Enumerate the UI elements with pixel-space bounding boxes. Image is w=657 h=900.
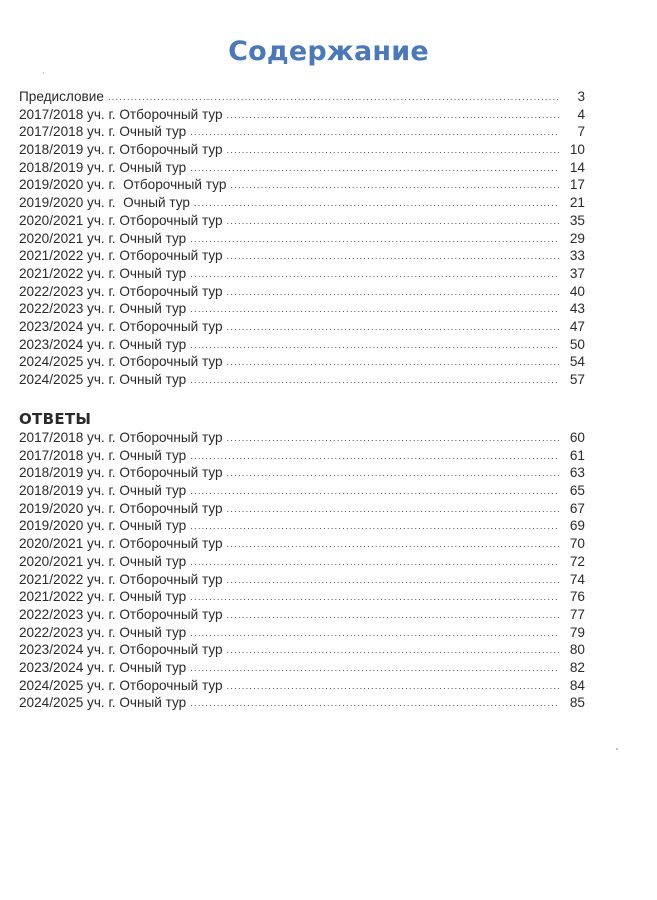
toc-entry-page-number: 7: [577, 124, 585, 140]
dot-leader: [190, 589, 559, 607]
toc-entry-page-number: 29: [569, 230, 585, 246]
dot-leader: [230, 177, 559, 195]
page-title: Содержание: [228, 36, 429, 67]
toc-entry-page-number: 21: [569, 195, 585, 211]
dot-leader: [190, 625, 559, 643]
toc-entry-label: 2019/2020 уч. г. Отборочный тур: [19, 500, 223, 516]
toc-entry-page-number: 43: [569, 301, 585, 317]
toc-entry-page-number: 79: [569, 624, 585, 640]
toc-entry-label: 2017/2018 уч. г. Очный тур: [19, 447, 187, 463]
toc-entry-label: 2021/2022 уч. г. Очный тур: [19, 265, 187, 281]
toc-entry-page-number: 67: [569, 500, 585, 516]
toc-entry-page-number: 17: [569, 177, 585, 193]
toc-entry-label: 2022/2023 уч. г. Отборочный тур: [19, 606, 223, 622]
toc-entry: [19, 624, 585, 642]
toc-entry: [19, 429, 585, 447]
toc-entry: [19, 588, 585, 606]
toc-entry: [19, 230, 585, 248]
dot-leader: [190, 160, 559, 178]
toc-entry: [19, 123, 585, 141]
dot-leader: [227, 142, 559, 160]
toc-entry-label: 2022/2023 уч. г. Отборочный тур: [19, 283, 223, 299]
toc-entry: [19, 194, 585, 212]
toc-entry: [19, 535, 585, 553]
toc-entry-page-number: 80: [569, 642, 585, 658]
toc-entry-label: 2019/2020 уч. г. Очный тур: [19, 518, 187, 534]
toc-entry: [19, 159, 585, 177]
dot-leader: [227, 284, 559, 302]
dot-leader: [190, 231, 559, 249]
dot-leader: [190, 448, 559, 466]
dot-leader: [227, 354, 559, 372]
toc-entry: [19, 318, 585, 336]
toc-entry: [19, 371, 585, 389]
dot-leader: [227, 248, 559, 266]
toc-entry-page-number: 54: [569, 354, 585, 370]
toc-entry: [19, 571, 585, 589]
toc-entry-page-number: 76: [569, 589, 585, 605]
toc-entry-label: 2018/2019 уч. г. Очный тур: [19, 159, 187, 175]
dot-leader: [108, 89, 559, 107]
toc-entry-page-number: 85: [569, 695, 585, 711]
toc-entry: [19, 141, 585, 159]
dot-leader: [190, 518, 559, 536]
toc-entry-label: 2021/2022 уч. г. Очный тур: [19, 589, 187, 605]
toc-entry-label: 2018/2019 уч. г. Отборочный тур: [19, 465, 223, 481]
dot-leader: [227, 678, 559, 696]
toc-entry-page-number: 47: [569, 318, 585, 334]
toc-entry: [19, 464, 585, 482]
toc-entry-page-number: 72: [569, 553, 585, 569]
dot-leader: [190, 301, 559, 319]
dot-leader: [227, 213, 559, 231]
dot-leader: [227, 430, 559, 448]
toc-entry: [19, 606, 585, 624]
dot-leader: [227, 501, 559, 519]
toc-entry: [19, 247, 585, 265]
toc-entry-label: 2021/2022 уч. г. Отборочный тур: [19, 248, 223, 264]
toc-entry-label: 2024/2025 уч. г. Отборочный тур: [19, 354, 223, 370]
dot-leader: [227, 319, 559, 337]
dot-leader: [190, 266, 559, 284]
answers-heading: ОТВЕТЫ: [19, 410, 92, 428]
toc-entry-page-number: 57: [569, 372, 585, 387]
toc-entry-page-number: 69: [569, 518, 585, 534]
toc-entry-page-number: 65: [569, 483, 585, 499]
toc-entry: [19, 212, 585, 230]
toc-entry: [19, 447, 585, 465]
toc-entry-label: 2021/2022 уч. г. Отборочный тур: [19, 571, 223, 587]
toc-entry: [19, 283, 585, 301]
toc-entry-page-number: 70: [569, 536, 585, 552]
toc-entry-label: 2023/2024 уч. г. Отборочный тур: [19, 318, 223, 334]
toc-entry-page-number: 10: [569, 142, 585, 158]
dot-leader: [190, 554, 559, 572]
dot-leader: [194, 195, 559, 213]
table-of-contents: [19, 88, 585, 389]
dot-leader: [190, 660, 559, 678]
toc-entry: [19, 517, 585, 535]
toc-entry-page-number: 40: [569, 283, 585, 299]
toc-entry-page-number: 33: [569, 248, 585, 264]
toc-entry-page-number: 84: [569, 677, 585, 693]
dot-leader: [190, 337, 559, 355]
toc-entry: [19, 176, 585, 194]
toc-entry-label: 2023/2024 уч. г. Отборочный тур: [19, 642, 223, 658]
toc-entry-label: 2020/2021 уч. г. Отборочный тур: [19, 212, 223, 228]
toc-entry-label: 2018/2019 уч. г. Отборочный тур: [19, 142, 223, 158]
toc-entry-label: 2018/2019 уч. г. Очный тур: [19, 483, 187, 499]
toc-entry-label: 2020/2021 уч. г. Очный тур: [19, 553, 187, 569]
toc-entry-page-number: 77: [569, 606, 585, 622]
toc-entry-page-number: 3: [577, 89, 585, 104]
toc-entry-label: 2022/2023 уч. г. Очный тур: [19, 301, 187, 317]
toc-entry-label: 2022/2023 уч. г. Очный тур: [19, 624, 187, 640]
toc-entry-page-number: 63: [569, 465, 585, 481]
toc-entry-label: 2017/2018 уч. г. Отборочный тур: [19, 106, 223, 122]
answers-list: [19, 429, 585, 712]
dot-leader: [227, 536, 559, 554]
toc-entry: [19, 106, 585, 124]
dot-leader: [190, 483, 559, 501]
toc-entry: [19, 641, 585, 659]
toc-entry-label: 2017/2018 уч. г. Очный тур: [19, 124, 187, 140]
toc-entry-label: 2019/2020 уч. г. Очный тур: [19, 195, 190, 211]
dot-leader: [190, 124, 559, 142]
answers-section: [19, 409, 585, 712]
toc-entry: [19, 694, 585, 712]
toc-entry: [19, 265, 585, 283]
toc-entry: [19, 553, 585, 571]
toc-entry-page-number: 14: [569, 159, 585, 175]
toc-entry-label: 2023/2024 уч. г. Очный тур: [19, 336, 187, 352]
scan-speck: [616, 748, 618, 750]
toc-entry: [19, 353, 585, 371]
toc-entry: [19, 659, 585, 677]
toc-entry-label: Предисловие: [19, 89, 104, 104]
toc-entry-page-number: 4: [577, 106, 585, 122]
dot-leader: [227, 607, 559, 625]
toc-entry-label: 2024/2025 уч. г. Отборочный тур: [19, 677, 223, 693]
toc-entry: [19, 482, 585, 500]
toc-entry-label: 2024/2025 уч. г. Очный тур: [19, 695, 187, 711]
toc-entry: [19, 88, 585, 106]
toc-entry-label: 2020/2021 уч. г. Очный тур: [19, 230, 187, 246]
toc-entry-page-number: 60: [569, 430, 585, 445]
toc-entry-page-number: 35: [569, 212, 585, 228]
toc-entry: [19, 336, 585, 354]
dot-leader: [190, 695, 559, 713]
scan-speck: [43, 72, 44, 74]
dot-leader: [227, 107, 559, 125]
dot-leader: [190, 372, 559, 390]
toc-entry-page-number: 74: [569, 571, 585, 587]
toc-entry: [19, 677, 585, 695]
dot-leader: [227, 642, 559, 660]
toc-entry-page-number: 82: [569, 659, 585, 675]
toc-entry-page-number: 50: [569, 336, 585, 352]
dot-leader: [227, 572, 559, 590]
toc-entry-page-number: 37: [569, 265, 585, 281]
toc-entry-label: 2017/2018 уч. г. Отборочный тур: [19, 430, 223, 445]
dot-leader: [227, 465, 559, 483]
toc-entry-page-number: 61: [569, 447, 585, 463]
toc-entry: [19, 300, 585, 318]
toc-entry-label: 2023/2024 уч. г. Очный тур: [19, 659, 187, 675]
toc-entry-label: 2019/2020 уч. г. Отборочный тур: [19, 177, 227, 193]
toc-entry: [19, 500, 585, 518]
toc-entry-label: 2024/2025 уч. г. Очный тур: [19, 372, 187, 387]
toc-entry-label: 2020/2021 уч. г. Отборочный тур: [19, 536, 223, 552]
